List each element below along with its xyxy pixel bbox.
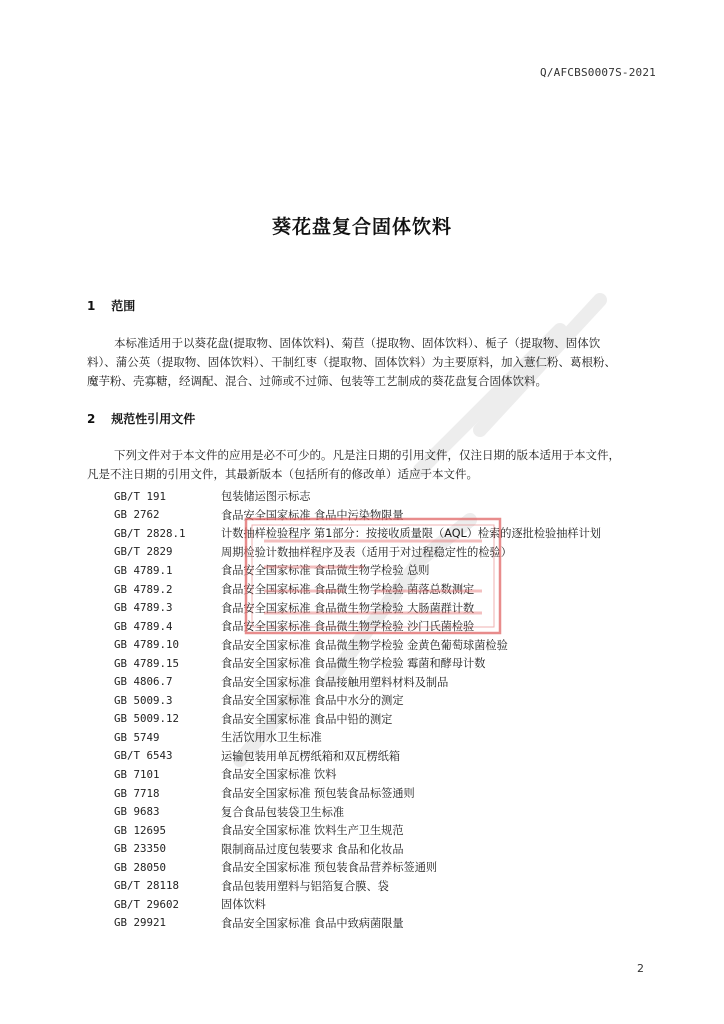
reference-title: 食品安全国家标准 食品微生物学检验 霉菌和酵母计数 xyxy=(221,657,486,671)
section-1-heading xyxy=(87,297,135,314)
reference-row xyxy=(114,672,674,691)
reference-row xyxy=(114,691,674,710)
reference-title: 周期检验计数抽样程序及表（适用于对过程稳定性的检验） xyxy=(221,545,512,559)
reference-code: GB 28050 xyxy=(114,860,167,874)
reference-row xyxy=(114,524,674,543)
reference-code: GB 23350 xyxy=(114,842,167,856)
reference-row xyxy=(114,784,674,803)
reference-row xyxy=(114,821,674,840)
section-2-title: 规范性引用文件 xyxy=(111,412,196,426)
reference-code: GB/T 2829 xyxy=(114,545,173,559)
reference-row xyxy=(114,858,674,877)
reference-title: 食品安全国家标准 食品微生物学检验 总则 xyxy=(221,564,430,578)
reference-row xyxy=(114,580,674,599)
reference-code: GB 2762 xyxy=(114,508,160,522)
reference-title: 食品安全国家标准 饮料 xyxy=(221,768,337,782)
reference-row xyxy=(114,728,674,747)
reference-row xyxy=(114,561,674,580)
section-1-title: 范围 xyxy=(111,299,136,313)
reference-code: GB 29921 xyxy=(114,916,167,930)
reference-row xyxy=(114,876,674,895)
reference-code: GB 12695 xyxy=(114,823,167,837)
reference-title: 食品安全国家标准 食品中铅的测定 xyxy=(221,712,393,726)
reference-code: GB/T 191 xyxy=(114,489,167,503)
reference-title: 食品安全国家标准 预包装食品营养标签通则 xyxy=(221,861,438,875)
document-title: 葵花盘复合固体饮料 xyxy=(271,216,452,238)
section-2-intro xyxy=(87,446,660,484)
reference-code: GB 9683 xyxy=(114,805,160,819)
reference-title: 食品安全国家标准 饮料生产卫生规范 xyxy=(221,824,404,838)
page-number: 2 xyxy=(637,962,644,975)
reference-row xyxy=(114,802,674,821)
section-1-number: 1 xyxy=(87,299,96,313)
reference-title: 食品安全国家标准 预包装食品标签通则 xyxy=(221,787,415,801)
reference-row xyxy=(114,914,674,933)
paragraph-line: 凡是不注日期的引用文件，其最新版本（包括所有的修改单）适应于本文件。 xyxy=(87,467,478,481)
reference-code: GB 7718 xyxy=(114,786,160,800)
reference-title: 食品安全国家标准 食品中水分的测定 xyxy=(221,694,404,708)
reference-title: 复合食品包装袋卫生标准 xyxy=(221,805,345,819)
document-code: Q/AFCBS0007S-2021 xyxy=(540,66,656,79)
paragraph-line: 料）、蒲公英（提取物、固体饮料）、干制红枣（提取物、固体饮料）为主要原料，加入薏仁粉、葛根粉、 xyxy=(87,355,616,369)
reference-row xyxy=(114,635,674,654)
reference-code: GB 7101 xyxy=(114,767,160,781)
reference-title: 食品安全国家标准 食品微生物学检验 金黄色葡萄球菌检验 xyxy=(221,638,508,652)
reference-row xyxy=(114,765,674,784)
reference-code: GB 5009.3 xyxy=(114,693,173,707)
reference-title: 计数抽样检验程序 第1部分：按接收质量限（AQL）检索的逐批检验抽样计划 xyxy=(221,527,601,541)
reference-code: GB 4789.2 xyxy=(114,582,173,596)
paragraph-line: 魔芋粉、壳寡糖，经调配、混合、过筛或不过筛、包装等工艺制成的葵花盘复合固体饮料。 xyxy=(87,374,547,388)
reference-title: 包装储运图示标志 xyxy=(221,490,311,504)
reference-title: 运输包装用单瓦楞纸箱和双瓦楞纸箱 xyxy=(221,749,401,763)
reference-code: GB 5009.12 xyxy=(114,712,180,726)
reference-title: 固体饮料 xyxy=(221,898,266,912)
reference-title: 食品安全国家标准 食品微生物学检验 大肠菌群计数 xyxy=(221,601,475,615)
reference-row xyxy=(114,598,674,617)
reference-row xyxy=(114,487,674,506)
reference-code: GB/T 28118 xyxy=(114,879,180,893)
reference-row xyxy=(114,747,674,766)
reference-code: GB/T 2828.1 xyxy=(114,526,186,540)
reference-code: GB 4789.3 xyxy=(114,601,173,615)
reference-row xyxy=(114,839,674,858)
reference-title: 生活饮用水卫生标准 xyxy=(221,731,322,745)
reference-list xyxy=(114,487,674,932)
reference-row xyxy=(114,543,674,562)
paragraph-line: 本标准适用于以葵花盘(提取物、固体饮料)、菊苣（提取物、固体饮料）、栀子（提取物、固体饮 xyxy=(114,336,601,350)
reference-title: 食品安全国家标准 食品中致病菌限量 xyxy=(221,916,404,930)
section-1-paragraph xyxy=(87,334,660,391)
reference-row xyxy=(114,710,674,729)
reference-title: 食品安全国家标准 食品微生物学检验 菌落总数测定 xyxy=(221,583,475,596)
reference-title: 食品安全国家标准 食品微生物学检验 沙门氏菌检验 xyxy=(221,620,475,634)
reference-title: 限制商品过度包装要求 食品和化妆品 xyxy=(221,842,404,856)
reference-title: 食品包装用塑料与铝箔复合膜、袋 xyxy=(221,879,389,893)
reference-code: GB 4806.7 xyxy=(114,675,173,689)
reference-title: 食品安全国家标准 食品中污染物限量 xyxy=(221,508,404,522)
reference-row xyxy=(114,617,674,636)
reference-code: GB 5749 xyxy=(114,730,160,744)
reference-row xyxy=(114,654,674,673)
reference-code: GB/T 29602 xyxy=(114,897,180,911)
section-2-number: 2 xyxy=(87,412,96,426)
reference-code: GB/T 6543 xyxy=(114,749,173,763)
reference-code: GB 4789.4 xyxy=(114,619,173,633)
section-2-heading xyxy=(87,410,195,427)
reference-row xyxy=(114,506,674,525)
reference-title: 食品安全国家标准 食品接触用塑料材料及制品 xyxy=(221,675,449,689)
reference-row xyxy=(114,895,674,914)
reference-code: GB 4789.1 xyxy=(114,563,173,577)
reference-code: GB 4789.15 xyxy=(114,656,180,670)
reference-code: GB 4789.10 xyxy=(114,638,180,652)
paragraph-line: 下列文件对于本文件的应用是必不可少的。凡是注日期的引用文件，仅注日期的版本适用于本文件， xyxy=(114,448,620,462)
